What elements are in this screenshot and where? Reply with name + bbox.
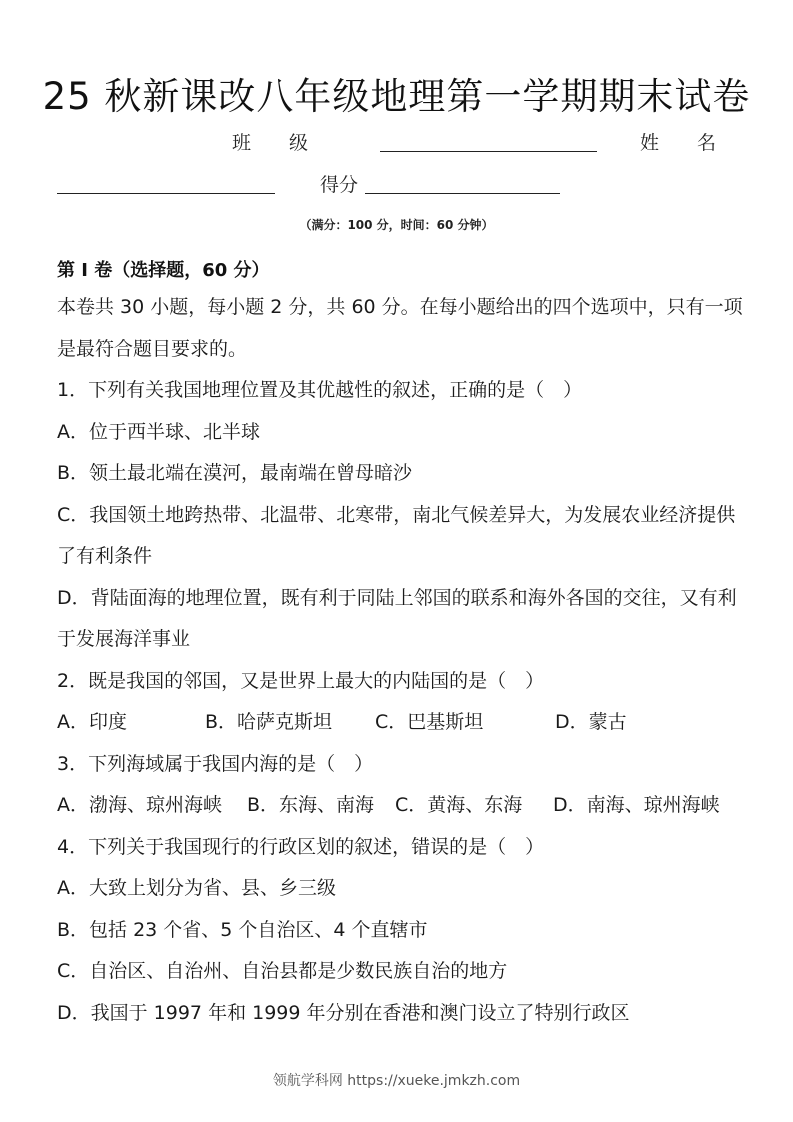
score-label: 得分 — [320, 174, 359, 196]
question-2-option-b: B．哈萨克斯坦 — [205, 711, 333, 733]
question-4-option-a: A．大致上划分为省、县、乡三级 — [57, 877, 336, 899]
exam-body — [57, 287, 747, 1034]
question-3-option-d: D．南海、琼州海峡 — [553, 794, 720, 816]
footer-watermark: 领航学科网 https://xueke.jmkzh.com — [272, 1073, 521, 1089]
question-4-stem: 4．下列关于我国现行的行政区划的叙述，错误的是（ ） — [57, 835, 545, 858]
score-field[interactable] — [365, 193, 560, 194]
question-3-option-a: A．渤海、琼州海峡 — [57, 794, 222, 816]
section-intro: 本卷共 30 小题，每小题 2 分，共 60 分。在每小题给出的四个选项中，只有一项是最符合题目要求的。 — [57, 296, 743, 360]
question-3-option-b: B．东海、南海 — [247, 794, 375, 816]
question-3-stem: 3．下列海域属于我国内海的是（ ） — [57, 752, 374, 775]
question-1-option-c: C．我国领土地跨热带、北温带、北寒带，南北气候差异大，为发展农业经济提供了有利条件 — [57, 503, 736, 567]
question-2-option-a: A．印度 — [57, 711, 127, 733]
question-1-stem: 1．下列有关我国地理位置及其优越性的叙述，正确的是（ ） — [57, 379, 583, 401]
question-2-options — [57, 702, 747, 744]
name-field[interactable] — [57, 193, 275, 194]
section-heading: 第 I 卷（选择题，60 分） — [57, 260, 270, 281]
question-1-option-a: A．位于西半球、北半球 — [57, 420, 260, 443]
score-time-note: （满分：100 分，时间：60 分钟） — [299, 218, 494, 232]
question-4-option-b: B．包括 23 个省、5 个自治区、4 个直辖市 — [57, 918, 428, 941]
question-3-options — [57, 785, 747, 827]
class-field[interactable] — [380, 151, 597, 152]
question-2-option-c: C．巴基斯坦 — [375, 711, 484, 733]
class-label: 班 级 — [232, 132, 309, 154]
page-title: 25 秋新课改八年级地理第一学期期末试卷 — [42, 75, 751, 118]
question-4-option-c: C．自治区、自治州、自治县都是少数民族自治的地方 — [57, 960, 508, 982]
question-1-option-d: D．背陆面海的地理位置，既有利于同陆上邻国的联系和海外各国的交往，又有利于发展海洋事业 — [57, 586, 737, 650]
question-2-stem: 2．既是我国的邻国，又是世界上最大的内陆国的是（ ） — [57, 669, 545, 692]
question-1-option-b: B．领土最北端在漠河，最南端在曾母暗沙 — [57, 462, 413, 484]
question-2-option-d: D．蒙古 — [555, 711, 627, 733]
name-label: 姓 名 — [640, 132, 717, 154]
question-3-option-c: C．黄海、东海 — [395, 794, 523, 816]
question-4-option-d: D．我国于 1997 年和 1999 年分别在香港和澳门设立了特别行政区 — [57, 1001, 630, 1024]
